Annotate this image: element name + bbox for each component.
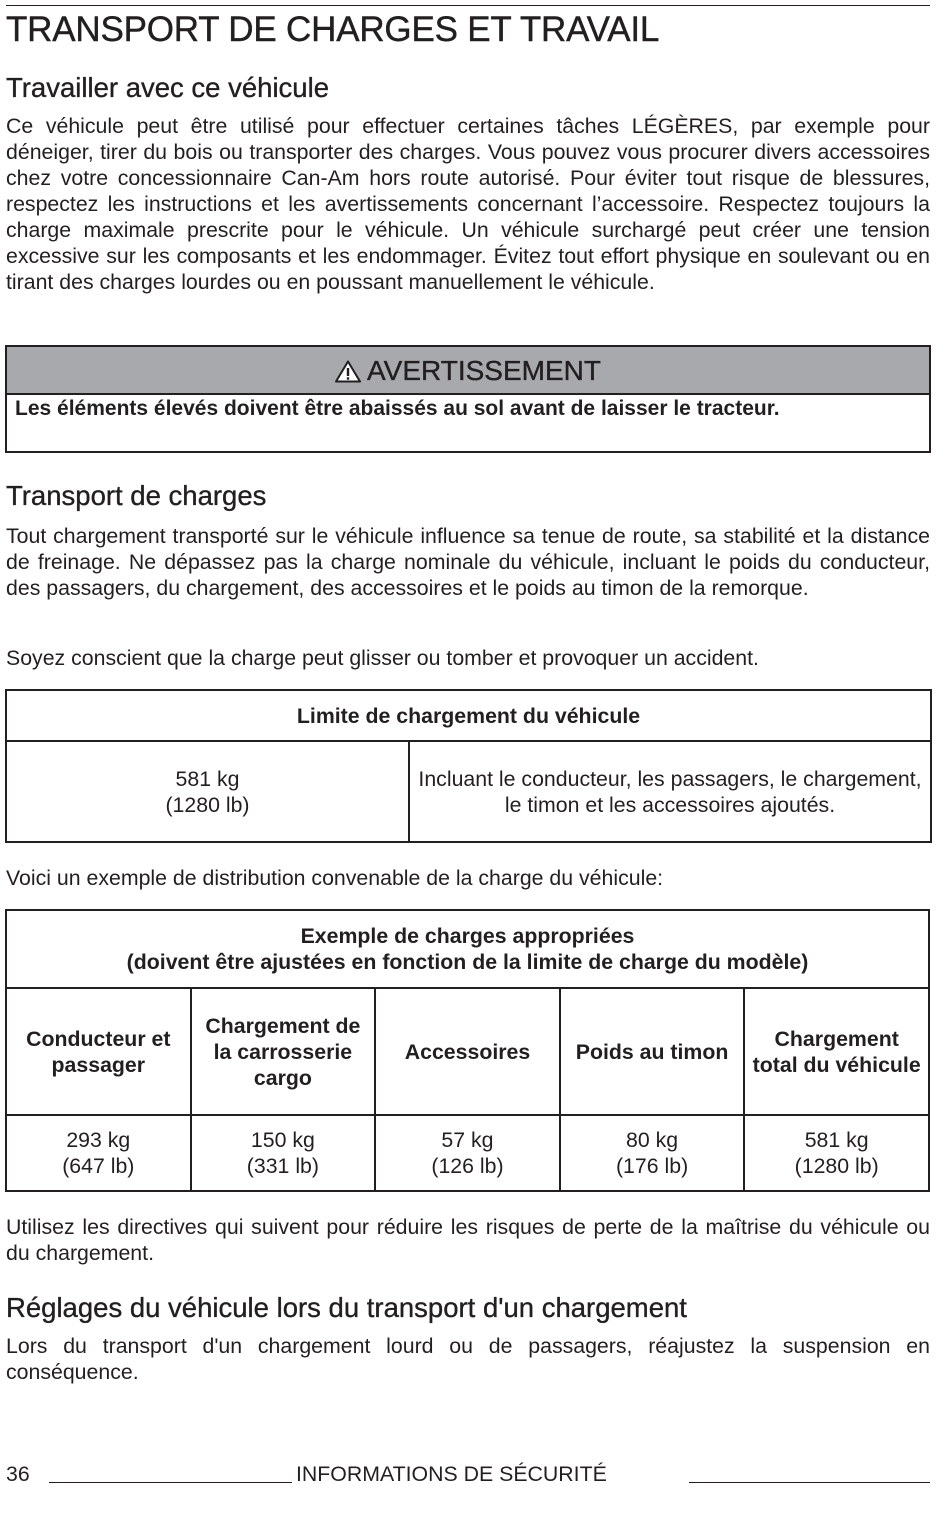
paragraph-working: Ce véhicule peut être utilisé pour effectuer certaines tâches LÉGÈRES, par exemple pour déneiger, tirer du bois ou transporter des charges. Vous pouvez vous procurer divers accessoires chez votre concessionnaire Can-Am hors route autorisé. Pour éviter tout risque de blessures, respectez les instructions et les avertissements concernant l’accessoire. Respectez toujours la charge maximale prescrite pour le véhicule. Un véhicule surchargé peut créer une tension excessive sur les composants et les endommager. Évitez tout effort physique en soulevant ou en tirant des charges lourdes ou en poussant manuellement le véhicule.	[6, 114, 930, 294]
section-heading-working: Travailler avec ce véhicule	[6, 72, 330, 103]
page-number: 36	[6, 1462, 30, 1486]
section-heading-adjustments: Réglages du véhicule lors du transport d'un chargement	[6, 1292, 687, 1323]
table-cell	[375, 1115, 560, 1191]
footer-section-title: INFORMATIONS DE SÉCURITÉ	[296, 1462, 607, 1486]
table-cell	[191, 1115, 376, 1191]
warning-title: AVERTISSEMENT	[367, 355, 601, 386]
warning-header	[7, 347, 929, 395]
column-header: Conducteur et passager	[6, 988, 191, 1115]
footer-rule-right	[689, 1482, 930, 1483]
page-footer	[6, 1460, 930, 1488]
cell-kg: 150 kg	[250, 1128, 315, 1152]
table-cell	[6, 1115, 191, 1191]
warning-text: Les éléments élevés doivent être abaissés au sol avant de laisser le tracteur.	[15, 397, 780, 420]
load-limit-description: Incluant le conducteur, les passagers, le chargement, le timon et les accessoires ajoutés.	[409, 741, 931, 842]
cell-lb: (331 lb)	[246, 1154, 319, 1178]
example-table-value-row	[6, 1115, 929, 1191]
example-table-title-line1: Exemple de charges appropriées	[300, 924, 635, 948]
paragraph-transport-2: Soyez conscient que la charge peut glisser ou tomber et provoquer un accident.	[6, 646, 759, 670]
column-header: Accessoires	[375, 988, 560, 1115]
cell-lb: (176 lb)	[615, 1154, 689, 1178]
example-table-title	[6, 910, 929, 988]
example-load-table	[5, 909, 930, 1192]
cell-lb: (647 lb)	[62, 1154, 135, 1178]
cell-kg: 80 kg	[626, 1128, 679, 1152]
load-limit-kg: 581 kg	[175, 766, 240, 791]
top-rule	[6, 5, 930, 6]
load-limit-value	[6, 741, 409, 842]
load-limit-lb: (1280 lb)	[165, 792, 250, 817]
warning-triangle-icon	[335, 350, 361, 397]
cell-kg: 581 kg	[804, 1128, 869, 1152]
example-table-header-row	[6, 988, 929, 1115]
paragraph-transport-1: Tout chargement transporté sur le véhicule influence sa tenue de route, sa stabilité et la distance de freinage. Ne dépassez pas la charge nominale du véhicule, incluant le poids du conducteur, des passagers, du chargement, des accessoires et le poids au timon de la remorque.	[6, 524, 930, 600]
column-header: Chargement total du véhicule	[744, 988, 929, 1115]
cell-kg: 57 kg	[441, 1128, 494, 1152]
cell-lb: (126 lb)	[431, 1154, 504, 1178]
paragraph-adjustments: Lors du transport d'un chargement lourd ou de passagers, réajustez la suspension en conséquence.	[6, 1334, 930, 1384]
paragraph-guidelines: Utilisez les directives qui suivent pour réduire les risques de perte de la maîtrise du véhicule ou du chargement.	[6, 1215, 930, 1265]
warning-box	[5, 345, 931, 453]
column-header: Chargement de la carrosserie cargo	[191, 988, 376, 1115]
cell-lb: (1280 lb)	[794, 1154, 879, 1178]
column-header: Poids au timon	[560, 988, 745, 1115]
footer-rule-left	[49, 1482, 292, 1483]
example-intro: Voici un exemple de distribution convenable de la charge du véhicule:	[6, 866, 664, 890]
cell-kg: 293 kg	[66, 1128, 131, 1152]
table-cell	[560, 1115, 745, 1191]
section-heading-transport: Transport de charges	[6, 480, 267, 511]
example-table-title-line2: (doivent être ajustées en fonction de la limite de charge du modèle)	[126, 950, 809, 974]
load-limit-header: Limite de chargement du véhicule	[6, 690, 931, 741]
table-cell	[744, 1115, 929, 1191]
load-limit-table	[5, 689, 932, 843]
page-title: TRANSPORT DE CHARGES ET TRAVAIL	[6, 10, 660, 49]
